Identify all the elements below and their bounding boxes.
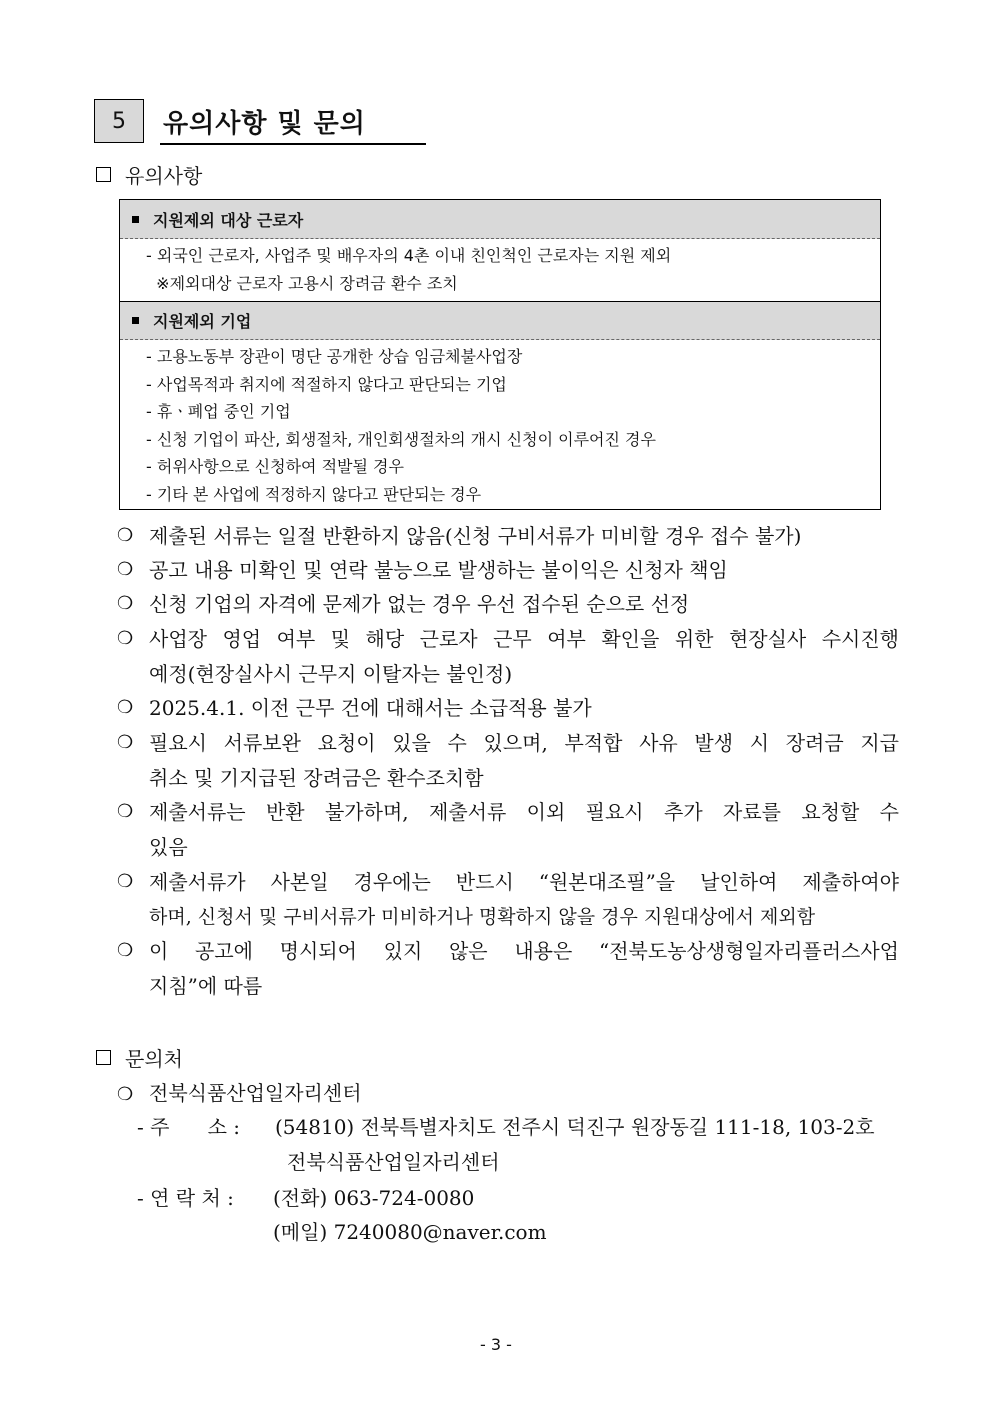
note-text-continued: 하며, 신청서 및 구비서류가 미비하거나 명확하지 않을 경우 지원대상에서 제외함 [149,905,816,928]
circle-bullet-icon: ❍ [117,593,134,614]
table-group-header [120,200,880,239]
note-item [117,587,899,622]
checkbox-square-icon [96,1050,111,1065]
note-item [117,865,899,934]
note-text: 2025.4.1. 이전 근무 건에 대해서는 소급적용 불가 [149,696,592,720]
page-number: - 3 - [480,1335,512,1354]
list-item: - 사업목적과 취지에 적절하지 않다고 판단되는 기업 [146,374,507,394]
inquiry-heading-label: 문의처 [125,1047,183,1071]
section-title-underline [160,143,426,145]
list-item: ※제외대상 근로자 고용시 장려금 환수 조치 [146,273,458,293]
contact-address-label: - 주 소 : [137,1115,240,1139]
group1-title: 지원제외 대상 근로자 [153,210,304,230]
table-group-body [120,239,880,301]
note-text-continued: 예정(현장실사시 근무지 이탈자는 불인정) [149,661,513,686]
note-item [117,622,899,691]
contact-org [117,1077,362,1106]
notice-heading [96,160,202,189]
list-item: - 외국인 근로자, 사업주 및 배우자의 4촌 이내 친인척인 근로자는 지원 제외 [146,246,672,265]
circle-bullet-icon: ❍ [117,1084,134,1105]
table-group-header [120,301,880,340]
note-item [117,795,899,864]
section-title: 유의사항 및 문의 [163,109,366,139]
checkbox-square-icon [96,167,111,182]
group2-title: 지원제외 기업 [153,312,252,331]
contact-address: (54810) 전북특별자치도 전주시 덕진구 원장동길 111-18, 103-2호 [275,1115,875,1139]
contact-phone: (전화) 063-724-0080 [273,1186,475,1210]
note-item [117,691,899,726]
list-item: - 신청 기업이 파산, 회생절차, 개인회생절차의 개시 신청이 이루어진 경우 [146,429,656,449]
note-text: 이 공고에 명시되어 있지 않은 내용은 “전북도농상생형일자리플러스사업 [149,939,899,963]
circle-bullet-icon: ❍ [117,559,134,580]
contact-address-continued: 전북식품산업일자리센터 [287,1150,500,1174]
section-number: 5 [94,99,144,143]
square-bullet-icon [132,317,139,324]
list-item: - 허위사항으로 신청하여 적발될 경우 [146,457,404,476]
list-item: - 휴ㆍ폐업 중인 기업 [146,402,291,421]
square-bullet-icon [132,216,139,223]
note-text: 제출서류는 반환 불가하며, 제출서류 이외 필요시 추가 자료를 요청할 수 [149,800,899,824]
contact-org-name: 전북식품산업일자리센터 [149,1081,362,1105]
circle-bullet-icon: ❍ [117,940,134,961]
circle-bullet-icon: ❍ [117,628,134,649]
note-text: 필요시 서류보완 요청이 있을 수 있으며, 부적합 사유 발생 시 장려금 지급 [149,731,899,755]
contact-phone-label: - 연 락 처 : [137,1186,234,1210]
inquiry-heading [96,1043,183,1072]
note-item [117,726,899,795]
list-item: - 기타 본 사업에 적정하지 않다고 판단되는 경우 [146,484,482,504]
note-text-continued: 있음 [149,834,188,859]
circle-bullet-icon: ❍ [117,871,134,892]
note-item [117,553,899,588]
circle-bullet-icon: ❍ [117,697,134,718]
note-item [117,519,899,554]
note-text: 신청 기업의 자격에 문제가 없는 경우 우선 접수된 순으로 선정 [149,592,690,616]
note-text: 제출서류가 사본일 경우에는 반드시 “원본대조필”을 날인하여 제출하여야 [149,870,899,894]
note-item [117,934,899,1003]
table-group-body [120,340,880,508]
contact-email: (메일) 7240080@naver.com [273,1220,547,1244]
list-item: - 고용노동부 장관이 명단 공개한 상습 임금체불사업장 [146,347,523,366]
circle-bullet-icon: ❍ [117,525,134,546]
note-text: 공고 내용 미확인 및 연락 불능으로 발생하는 불이익은 신청자 책임 [149,558,728,582]
note-text-continued: 지침”에 따름 [149,973,263,998]
note-text: 사업장 영업 여부 및 해당 근로자 근무 여부 확인을 위한 현장실사 수시진행 [149,627,899,651]
circle-bullet-icon: ❍ [117,801,134,822]
circle-bullet-icon: ❍ [117,732,134,753]
notice-heading-label: 유의사항 [125,164,203,188]
note-text-continued: 취소 및 기지급된 장려금은 환수조치함 [149,765,484,790]
exclusion-table [119,199,881,510]
note-text: 제출된 서류는 일절 반환하지 않음(신청 구비서류가 미비할 경우 접수 불가) [149,524,802,548]
